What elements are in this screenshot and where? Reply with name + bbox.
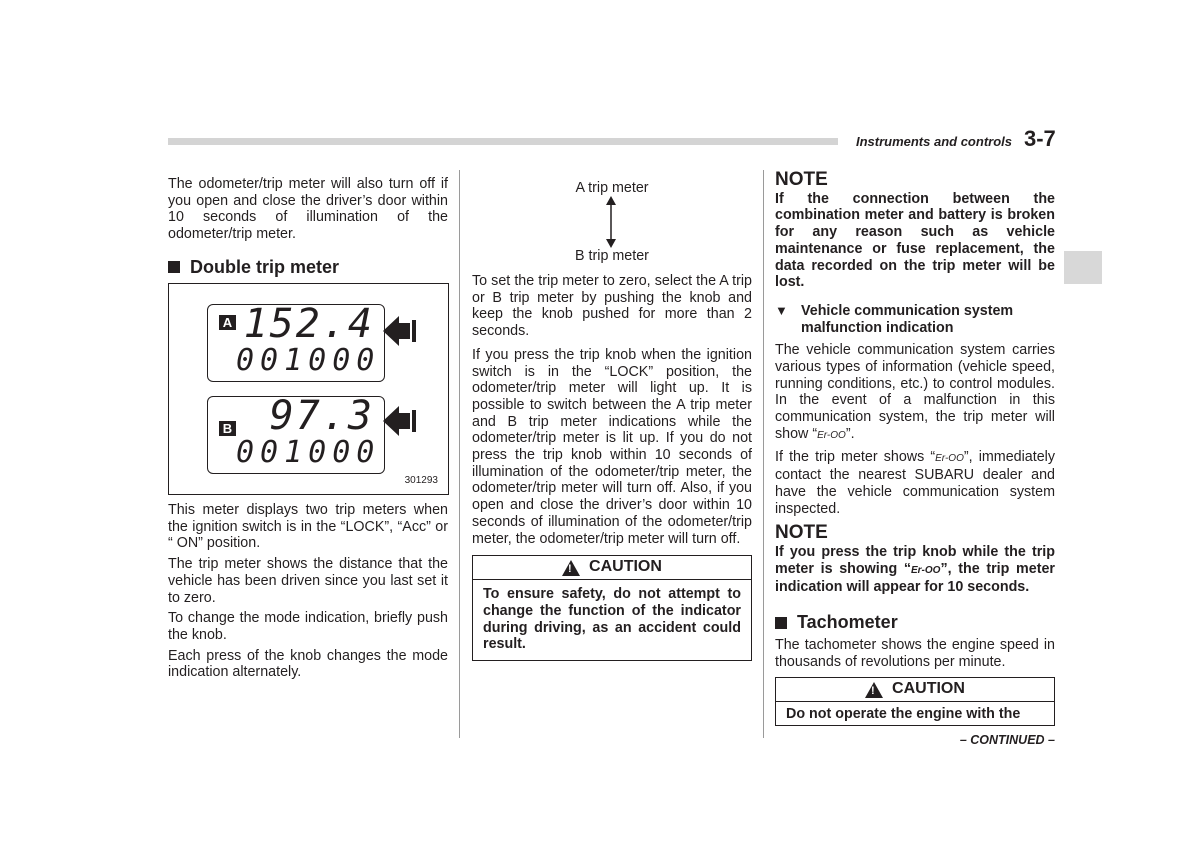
- figure-code: 301293: [404, 475, 438, 486]
- paragraph: The trip meter shows the distance that the vehicle has been driven since you last set it to zero.: [168, 556, 448, 606]
- sub-heading-label: Vehicle communication system malfunction indication: [801, 302, 1014, 336]
- arrow-left-icon: [383, 404, 419, 438]
- section-heading-label: Tachometer: [797, 612, 898, 633]
- paragraph: Each press of the knob changes the mode indication alternately.: [168, 647, 448, 681]
- note-text: If the connection between the combination meter and battery is broken for any reason such as vehicle maintenance or fuse replacement, the data recorded on the trip meter will be lost.: [775, 190, 1055, 291]
- odo-b-value: 001000: [236, 435, 381, 470]
- left-column: [168, 176, 448, 276]
- column-divider-2: [763, 170, 764, 738]
- trip-meter-figure: [168, 283, 449, 495]
- odo-a-value: 001000: [236, 343, 381, 378]
- middle-column: [472, 273, 752, 661]
- section-heading-label: Double trip meter: [190, 256, 340, 277]
- paragraph: The vehicle communication system carries various types of information (vehicle speed, running conditions, etc.) to control modules. In the event of a malfunction in this communication system, the trip meter will show “Er-OO”.: [775, 342, 1055, 442]
- double-arrow-icon: [604, 196, 618, 248]
- caution-title: CAUTION: [589, 558, 662, 576]
- chapter-tab: [1064, 251, 1102, 284]
- caution-text: Do not operate the engine with the: [786, 706, 1021, 723]
- diagram-top-label: A trip meter: [575, 180, 649, 196]
- caution-header: [776, 678, 1054, 702]
- page-number: 3-7: [1024, 126, 1056, 151]
- caution-header: [473, 556, 751, 580]
- warning-triangle-icon: !: [865, 682, 883, 698]
- paragraph: To set the trip meter to zero, select the A trip or B trip meter by pushing the knob and keep the knob pushed for more than 2 seconds.: [472, 273, 752, 340]
- section-heading-tachometer: [775, 614, 1055, 631]
- caution-title: CAUTION: [892, 680, 965, 698]
- trip-a-value: 152.4: [243, 301, 374, 347]
- column-divider-1: [459, 170, 460, 738]
- square-bullet-icon: [168, 261, 180, 273]
- left-column-lower: [168, 502, 448, 685]
- paragraph: To change the mode indication, briefly push the knob.: [168, 610, 448, 643]
- caution-text: To ensure safety, do not attempt to change the function of the indicator during driving, as an accident could result.: [483, 586, 741, 653]
- badge-a: A: [219, 315, 236, 330]
- right-column: [775, 169, 1055, 726]
- sub-heading: [775, 303, 1055, 336]
- continued-label: – CONTINUED –: [959, 733, 1055, 747]
- header-rule: [168, 138, 838, 145]
- square-bullet-icon: [775, 617, 787, 629]
- paragraph: This meter displays two trip meters when the ignition switch is in the “LOCK”, “Acc” or “ ON” position.: [168, 502, 448, 552]
- paragraph: The tachometer shows the engine speed in thousands of revolutions per minute.: [775, 636, 1055, 670]
- error-symbol: Er-OO: [911, 564, 941, 576]
- error-symbol: Er-OO: [817, 429, 846, 441]
- section-heading-double-trip: [168, 256, 448, 277]
- section-title: Instruments and controls: [855, 134, 1012, 149]
- badge-b: B: [219, 421, 236, 436]
- arrow-left-icon: [383, 314, 419, 348]
- caution-box: [472, 555, 752, 661]
- warning-triangle-icon: !: [562, 560, 580, 576]
- triangle-bullet-icon: ▼: [775, 302, 788, 318]
- intro-paragraph: The odometer/trip meter will also turn off if you open and close the driver’s door within 10 seconds of illumination of the odometer/trip meter.: [168, 176, 448, 243]
- error-symbol: Er-OO: [935, 452, 964, 464]
- paragraph: If you press the trip knob when the ignition switch is in the “LOCK” position, the odometer/trip meter will light up. It is possible to switch between the A trip meter and B trip meter indications while the odometer/trip meter is lit up. If you do not press the trip knob within 10 seconds of illumination of the odometer/trip meter, the odometer/trip meter will turn off. Also, if you open and close the driver’s door within 10 seconds of illumination of the odometer/trip meter, the odometer/trip meter will turn off.: [472, 346, 752, 547]
- caution-box: [775, 677, 1055, 726]
- trip-b-value: 97.3: [269, 393, 374, 439]
- paragraph: If the trip meter shows “Er-OO”, immediately contact the nearest SUBARU dealer and have the vehicle communication system inspected.: [775, 448, 1055, 517]
- diagram-bottom-label: B trip meter: [575, 248, 649, 264]
- note-heading: NOTE: [775, 522, 828, 544]
- note-text: If you press the trip knob while the trip meter is showing “Er-OO”, the trip meter indication will appear for 10 seconds.: [775, 544, 1055, 596]
- note-heading: NOTE: [775, 169, 828, 190]
